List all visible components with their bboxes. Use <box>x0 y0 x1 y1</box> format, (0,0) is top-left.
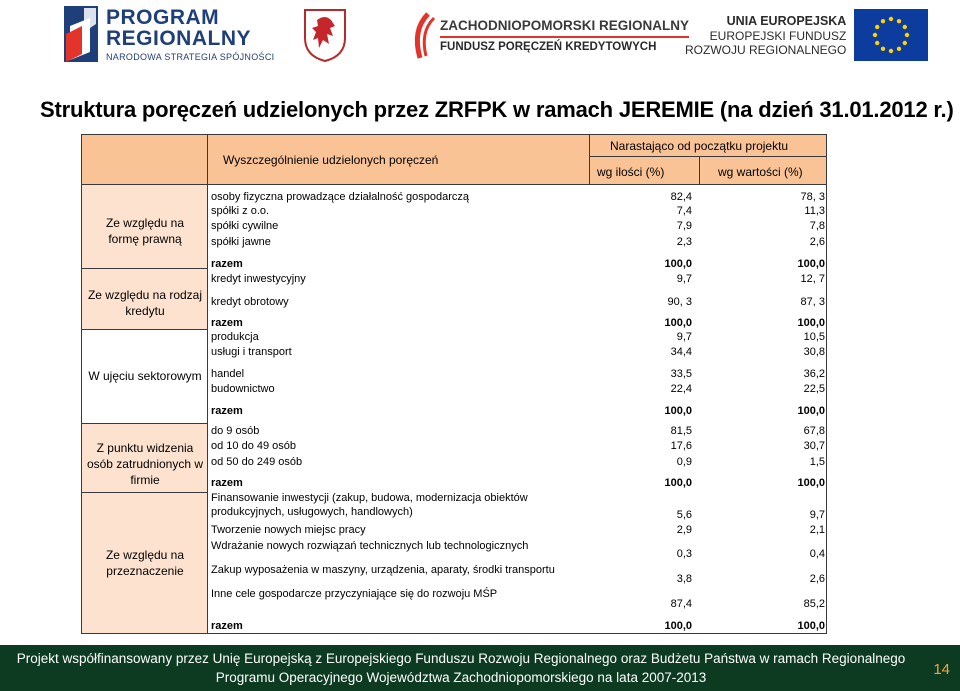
program-regionalny-mark-icon <box>60 4 100 64</box>
row-value-percent: 100,0 <box>797 258 825 270</box>
row-label: spółki jawne <box>211 236 271 248</box>
header-spec: Wyszczególnienie udzielonych poręczeń <box>223 153 439 167</box>
table-row <box>209 191 827 205</box>
row-value-percent: 100,0 <box>797 405 825 417</box>
header-spec-cell <box>207 134 590 185</box>
zfpk-logo <box>408 10 689 62</box>
section-cell-legal-form <box>81 184 208 269</box>
row-value-percent: 7,8 <box>809 220 825 232</box>
row-value-percent: 36,2 <box>803 368 825 380</box>
table-row <box>209 477 827 491</box>
zfpk-mark-icon <box>408 12 436 60</box>
row-label: kredyt inwestycyjny <box>211 273 306 285</box>
row-count-percent: 22,4 <box>670 383 692 395</box>
row-label: razem <box>211 405 243 417</box>
row-value-percent: 87, 3 <box>800 296 825 308</box>
header-cumulative-cell <box>589 134 827 157</box>
table-row <box>209 273 827 287</box>
zfpk-line1: ZACHODNIOPOMORSKI REGIONALNY <box>440 18 690 33</box>
header-by-count: wg ilości (%) <box>597 165 665 179</box>
section-cell-sector <box>81 329 208 424</box>
row-label: razem <box>211 477 243 489</box>
table-row <box>209 456 827 470</box>
row-value-percent: 85,2 <box>803 598 825 610</box>
row-label: Zakup wyposażenia w maszyny, urządzenia, aparaty, środki transportu <box>211 564 555 576</box>
row-value-percent: 10,5 <box>803 331 825 343</box>
row-count-percent: 17,6 <box>670 440 692 452</box>
row-count-percent: 9,7 <box>676 273 692 285</box>
row-label: Wdrażanie nowych rozwiązań technicznych lub technologicznych <box>211 540 529 552</box>
program-line3: NARODOWA STRATEGIA SPÓJNOŚCI <box>106 51 275 62</box>
row-value-percent: 9,7 <box>809 509 825 521</box>
footer-line2: Programu Operacyjnego Województwa Zachodniopomorskiego na lata 2007-2013 <box>215 670 707 685</box>
zfpk-divider <box>440 36 689 38</box>
table-row <box>209 524 827 538</box>
row-label: produkcja <box>211 331 259 343</box>
row-label: Inne cele gospodarcze przyczyniające się do rozwoju MŚP <box>211 588 498 600</box>
program-line1: PROGRAM <box>106 5 220 29</box>
row-count-percent: 0,3 <box>676 548 692 560</box>
section-label: W ujęciu sektorowym <box>88 369 202 383</box>
row-label: razem <box>211 317 243 329</box>
row-value-percent: 2,6 <box>809 573 825 585</box>
table-row <box>209 620 827 634</box>
table-row <box>209 220 827 234</box>
section-label: Ze względu na formę prawną <box>105 216 185 246</box>
row-value-percent: 30,8 <box>803 346 825 358</box>
row-count-percent: 0,9 <box>676 456 692 468</box>
header-corner-cell <box>81 134 208 185</box>
footer <box>0 645 960 691</box>
eu-line1: UNIA EUROPEJSKA <box>726 13 847 28</box>
header-by-value: wg wartości (%) <box>718 165 803 179</box>
row-label: do 9 osób <box>211 425 260 437</box>
row-count-percent: 87,4 <box>670 598 692 610</box>
table-row <box>209 540 827 562</box>
row-label: handel <box>211 368 245 380</box>
section-cell-credit-type <box>81 268 208 330</box>
table-row <box>209 205 827 219</box>
footer-line1: Projekt współfinansowany przez Unię Europejską z Europejskiego Funduszu Rozwoju Regionalnego oraz Budżetu Państwa w ramach Regionalnego <box>16 651 906 666</box>
row-count-percent: 7,4 <box>676 205 692 217</box>
table-row <box>209 588 827 612</box>
row-label: razem <box>211 620 243 632</box>
table-row <box>209 236 827 250</box>
table-row <box>209 405 827 419</box>
row-label: spółki z o.o. <box>211 205 270 217</box>
row-count-percent: 100,0 <box>664 317 692 329</box>
eu-line2: EUROPEJSKI FUNDUSZ <box>709 28 847 43</box>
section-cell-employees <box>81 423 208 493</box>
row-count-percent: 34,4 <box>670 346 692 358</box>
row-count-percent: 7,9 <box>676 220 692 232</box>
section-label: Ze względu na rodzaj kredytu <box>87 288 203 318</box>
table-row <box>209 317 827 331</box>
row-count-percent: 82,4 <box>670 191 692 203</box>
row-count-percent: 5,6 <box>676 509 692 521</box>
row-value-percent: 11,3 <box>804 205 825 217</box>
row-count-percent: 81,5 <box>670 425 692 437</box>
row-value-percent: 67,8 <box>803 425 825 437</box>
table-row <box>209 368 827 382</box>
row-value-percent: 2,6 <box>809 236 825 248</box>
table-row <box>209 331 827 345</box>
table-row <box>209 296 827 310</box>
header-value-cell <box>699 156 827 185</box>
row-count-percent: 100,0 <box>664 258 692 270</box>
griffin-crest-icon <box>303 8 347 62</box>
row-label-continued: produkcyjnych, usługowych, handlowych) <box>211 506 413 518</box>
zfpk-line2: FUNDUSZ PORĘCZEŃ KREDYTOWYCH <box>440 41 657 53</box>
row-label: od 50 do 249 osób <box>211 456 303 468</box>
table-row <box>209 564 827 587</box>
row-label: kredyt obrotowy <box>211 296 289 308</box>
eu-line3: ROZWOJU REGIONALNEGO <box>685 42 847 57</box>
row-value-percent: 2,1 <box>809 524 825 536</box>
table-row <box>209 346 827 360</box>
row-value-percent: 0,4 <box>809 548 825 560</box>
row-label: od 10 do 49 osób <box>211 440 297 452</box>
table-row <box>209 440 827 454</box>
row-label: osoby fizyczna prowadzące działalność gospodarczą <box>211 191 470 203</box>
row-count-percent: 100,0 <box>664 405 692 417</box>
row-label: spółki cywilne <box>211 220 279 232</box>
row-value-percent: 78, 3 <box>800 191 825 203</box>
table-row <box>209 258 827 272</box>
header-cumulative: Narastająco od początku projektu <box>610 139 789 153</box>
row-value-percent: 100,0 <box>797 620 825 632</box>
row-count-percent: 90, 3 <box>667 296 692 308</box>
table-row <box>209 383 827 397</box>
row-count-percent: 3,8 <box>676 573 692 585</box>
row-label: Tworzenie nowych miejsc pracy <box>211 524 366 536</box>
table-row <box>209 425 827 439</box>
row-count-percent: 2,9 <box>676 524 692 536</box>
row-value-percent: 12, 7 <box>800 273 825 285</box>
eu-logo <box>685 8 928 62</box>
row-count-percent: 33,5 <box>670 368 692 380</box>
row-label: Finansowanie inwestycji (zakup, budowa, modernizacja obiektów <box>211 492 528 504</box>
page-title: Struktura poręczeń udzielonych przez ZRFPK w ramach JEREMIE (na dzień 31.01.2012 r.) <box>40 97 954 122</box>
row-count-percent: 100,0 <box>664 477 692 489</box>
row-count-percent: 100,0 <box>664 620 692 632</box>
logo-bar <box>0 0 960 70</box>
section-label: Z punktu widzenia osób zatrudnionych w firmie <box>86 441 204 487</box>
section-label: Ze względu na przeznaczenie <box>105 548 185 578</box>
row-label: budownictwo <box>211 383 275 395</box>
row-value-percent: 100,0 <box>797 317 825 329</box>
row-value-percent: 30,7 <box>803 440 825 452</box>
row-label: razem <box>211 258 243 270</box>
row-value-percent: 22,5 <box>803 383 825 395</box>
table-row <box>209 492 827 523</box>
eu-flag-icon <box>854 9 928 61</box>
section-cell-purpose <box>81 492 208 634</box>
row-value-percent: 1,5 <box>809 456 825 468</box>
row-label: usługi i transport <box>211 346 292 358</box>
row-count-percent: 2,3 <box>676 236 692 248</box>
row-value-percent: 100,0 <box>797 477 825 489</box>
row-count-percent: 9,7 <box>676 331 692 343</box>
program-line2: REGIONALNY <box>106 26 252 50</box>
header-count-cell <box>589 156 700 185</box>
program-regionalny-logo <box>60 2 274 66</box>
page-number: 14 <box>933 661 950 678</box>
